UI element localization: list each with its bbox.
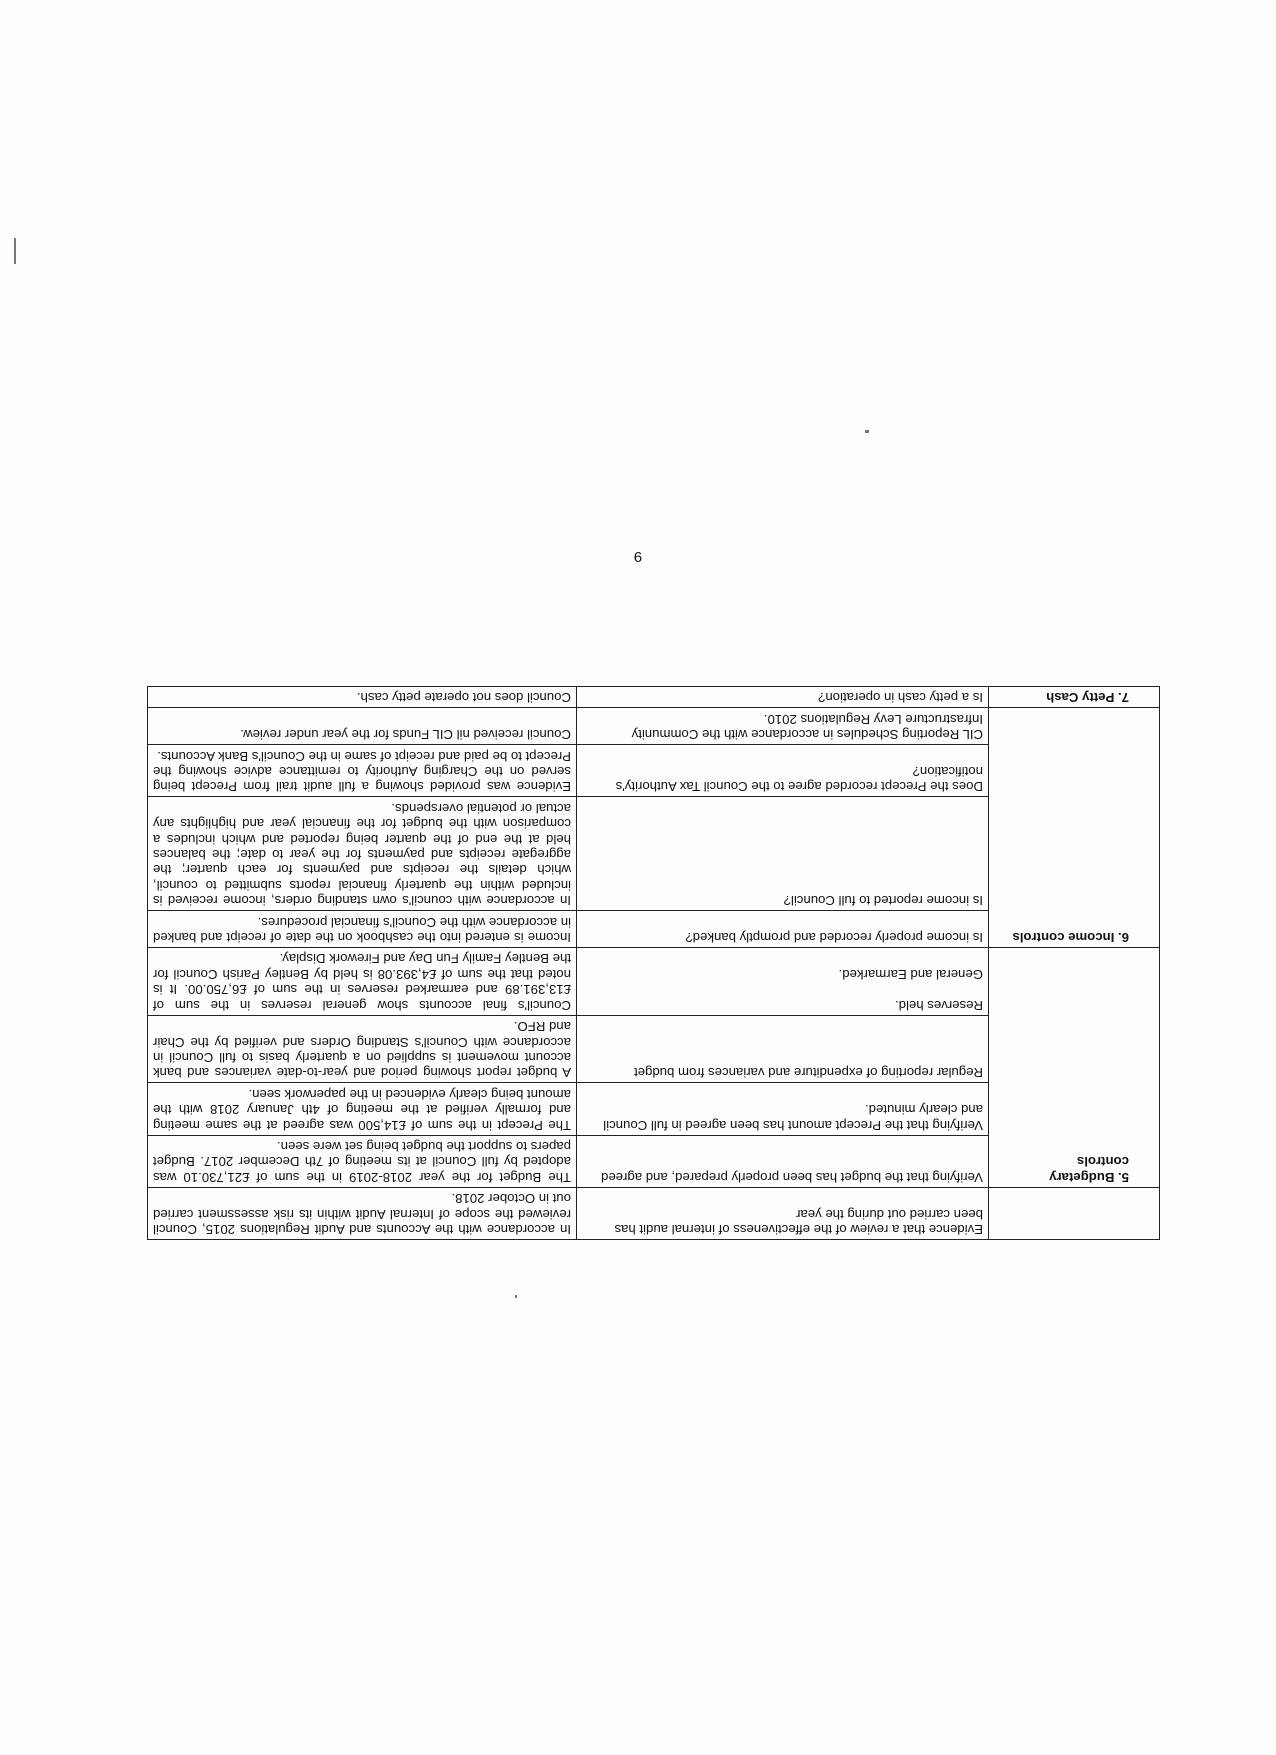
audit-evidence: In accordance with council's own standing orders, income received is included within the quarterly financial reports submitted to council, which details the receipts and payments for each quarter; the aggregate receipts and payments for the year to date; the balances held at the end of the quarter being reported and which includes a comparison with the budget for the financial year and highlights any actual or potential overspends. <box>148 797 577 911</box>
audit-table-body <box>148 687 1160 1240</box>
control-test: Evidence that a review of the effectiveness of internal audit has been carried out during the year <box>577 1187 989 1239</box>
control-test: Verifying that the budget has been properly prepared, and agreed <box>577 1135 989 1187</box>
control-test: Regular reporting of expenditure and variances from budget <box>577 1015 989 1083</box>
audit-evidence: Council received nil CIL Funds for the year under review. <box>148 708 577 745</box>
audit-evidence: The Budget for the year 2018-2019 in the sum of £21,730.10 was adopted by full Council at its meeting of 7th December 2017. Budget papers to support the budget being set were seen. <box>148 1135 577 1187</box>
control-test: Reserves held. General and Earmarked. <box>577 948 989 1016</box>
control-test: CIL Reporting Schedules in accordance with the Community Infrastructure Levy Regulations 2010. <box>577 708 989 745</box>
audit-row <box>148 911 1160 948</box>
audit-row <box>148 1187 1160 1239</box>
control-test: Is a petty cash in operation? <box>577 687 989 708</box>
section-label: 6. Income controls <box>989 708 1160 948</box>
audit-evidence: Income is entered into the cashbook on the date of receipt and banked in accordance with the Council's financial procedures. <box>148 911 577 948</box>
section-label: 5. Budgetary controls <box>989 948 1160 1188</box>
control-test: Verifying that the Precept amount has been agreed in full Council and clearly minuted. <box>577 1083 989 1135</box>
audit-evidence: In accordance with the Accounts and Audit Regulations 2015, Council reviewed the scope of Internal Audit within its risk assessment carried out in October 2018. <box>148 1187 577 1239</box>
audit-evidence: The Precept in the sum of £14,500 was agreed at the same meeting and formally verified at the meeting of 4th January 2018 with the amount being clearly evidenced in the paperwork seen. <box>148 1083 577 1135</box>
control-test: Is income reported to full Council? <box>577 797 989 911</box>
control-test: Does the Precept recorded agree to the Council Tax Authority's notification? <box>577 745 989 797</box>
audit-evidence: A budget report showing period and year-to-date variances and bank account movement is supplied on a quarterly basis to full Council in accordance with Council's Standing Orders and verified by the Chair and RFO. <box>148 1015 577 1083</box>
audit-row <box>148 1135 1160 1187</box>
control-test: Is income properly recorded and promptly banked? <box>577 911 989 948</box>
section-label: 7. Petty Cash <box>989 687 1160 708</box>
internal-audit-table <box>147 686 1160 1240</box>
section-label <box>989 1187 1160 1239</box>
page-number: 9 <box>633 548 643 565</box>
audit-evidence: Council's final accounts show general reserves in the sum of £13,391.89 and earmarked reserves in the sum of £6,750.00. It is noted that the sum of £4,393.08 is held by Bentley Parish Council for the Bentley Family Fun Day and Firework Display. <box>148 948 577 1016</box>
audit-row <box>148 687 1160 708</box>
audit-evidence: Council does not operate petty cash. <box>148 687 577 708</box>
audit-evidence: Evidence was provided showing a full audit trail from Precept being served on the Charging Authority to remittance advice showing the Precept to be paid and receipt of same in the Council's Bank Accounts. <box>148 745 577 797</box>
